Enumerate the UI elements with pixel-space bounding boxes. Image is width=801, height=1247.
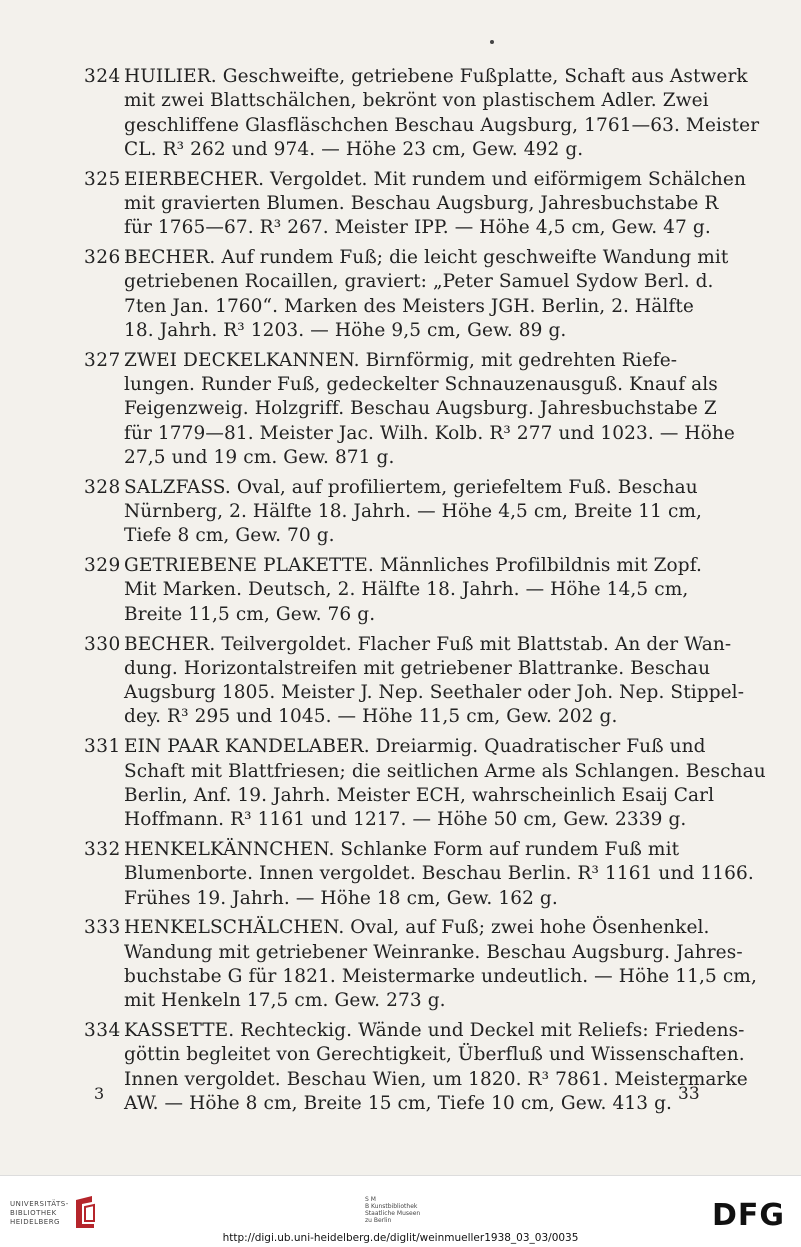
print-dot xyxy=(490,40,494,44)
uni-logo-line: BIBLIOTHEK xyxy=(10,1209,57,1217)
entry-text-line: buchstabe G für 1821. Meistermarke undeutlich. — Höhe 11,5 cm, xyxy=(124,965,757,987)
university-library-logo[interactable] xyxy=(10,1200,69,1227)
kunstbibliothek-line: zu Berlin xyxy=(365,1217,392,1224)
kunstbibliothek-line: S M xyxy=(365,1196,376,1203)
entry-text-line: göttin begleitet von Gerechtigkeit, Überfluß und Wissenschaften. xyxy=(124,1044,745,1066)
entry-text-line: SALZFASS. Oval, auf profiliertem, geriefeltem Fuß. Beschau xyxy=(124,476,698,498)
entry-text-line: mit gravierten Blumen. Beschau Augsburg, Jahresbuchstabe R xyxy=(124,192,719,214)
entry-text-line: BECHER. Teilvergoldet. Flacher Fuß mit Blattstab. An der Wan- xyxy=(124,633,732,655)
entry-text-line: EIERBECHER. Vergoldet. Mit rundem und eiförmigem Schälchen xyxy=(124,168,746,190)
entry-text-line: lungen. Runder Fuß, gedeckelter Schnauzenausguß. Knauf als xyxy=(124,374,718,396)
entry-text-line: mit Henkeln 17,5 cm. Gew. 273 g. xyxy=(124,990,446,1012)
entry-text-line: mit zwei Blattschälchen, bekrönt von plastischem Adler. Zwei xyxy=(124,90,709,112)
entry-text-line: Breite 11,5 cm, Gew. 76 g. xyxy=(124,603,376,625)
entry-text-line: dung. Horizontalstreifen mit getriebener Blattranke. Beschau xyxy=(124,657,711,679)
entry-number: 332 xyxy=(84,839,121,860)
entry-text-line: Schaft mit Blattfriesen; die seitlichen Arme als Schlangen. Beschau xyxy=(124,760,766,782)
entry-number: 324 xyxy=(84,66,121,87)
entry-text-line: Feigenzweig. Holzgriff. Beschau Augsburg. Jahresbuchstabe Z xyxy=(124,398,717,420)
entry-text-line: Wandung mit getriebener Weinranke. Beschau Augsburg. Jahres- xyxy=(124,941,743,963)
entry-number: 327 xyxy=(84,349,121,371)
entry-number: 328 xyxy=(84,476,121,498)
signature-mark: 3 xyxy=(94,1084,105,1103)
entry-text-line: Frühes 19. Jahrh. — Höhe 18 cm, Gew. 162 g. xyxy=(124,887,558,909)
entry-text-line: BECHER. Auf rundem Fuß; die leicht geschweifte Wandung mit xyxy=(124,247,729,269)
viewer-footer-bar xyxy=(0,1175,801,1247)
entry-text-line: für 1765—67. R³ 267. Meister IPP. — Höhe 4,5 cm, Gew. 47 g. xyxy=(124,217,711,239)
entry-number: 334 xyxy=(84,1020,121,1042)
entry-text-line: Berlin, Anf. 19. Jahrh. Meister ECH, wahrscheinlich Esaij Carl xyxy=(124,784,715,806)
entry-text-line: GETRIEBENE PLAKETTE. Männliches Profilbildnis mit Zopf. xyxy=(124,555,702,577)
entry-number: 333 xyxy=(84,917,121,939)
page-url[interactable]: http://digi.ub.uni-heidelberg.de/diglit/weinmueller1938_03_03/0035 xyxy=(222,1232,579,1244)
entry-text-line: ZWEI DECKELKANNEN. Birnförmig, mit gedrehten Riefe- xyxy=(124,349,678,371)
entry-text-line: AW. — Höhe 8 cm, Breite 15 cm, Tiefe 10 cm, Gew. 413 g. xyxy=(124,1092,673,1114)
uni-logo-line: HEIDELBERG xyxy=(10,1218,60,1226)
entry-text-line: HENKELSCHÄLCHEN. Oval, auf Fuß; zwei hohe Ösenhenkel. xyxy=(124,917,710,939)
uni-logo-line: UNIVERSITÄTS- xyxy=(10,1200,69,1208)
university-emblem-icon xyxy=(72,1194,98,1230)
entry-number: 329 xyxy=(84,555,121,577)
entry-number: 326 xyxy=(84,247,121,269)
entry-text-line: KASSETTE. Rechteckig. Wände und Deckel mit Reliefs: Friedens- xyxy=(124,1020,745,1042)
entry-text-line: getriebenen Rocaillen, graviert: „Peter Samuel Sydow Berl. d. xyxy=(124,271,714,293)
entry-text-line: Augsburg 1805. Meister J. Nep. Seethaler oder Joh. Nep. Stippel- xyxy=(124,682,745,704)
page-number: 33 xyxy=(678,1084,700,1104)
entry-text-line: HUILIER. Geschweifte, getriebene Fußplatte, Schaft aus Astwerk xyxy=(124,66,748,87)
entry-text-line: Innen vergoldet. Beschau Wien, um 1820. R³ 7861. Meistermarke xyxy=(124,1068,748,1090)
kunstbibliothek-logo[interactable] xyxy=(365,1196,420,1224)
entry-text-line: geschliffene Glasfläschchen Beschau Augsburg, 1761—63. Meister xyxy=(124,114,760,136)
entry-text-line: Tiefe 8 cm, Gew. 70 g. xyxy=(124,525,335,547)
entry-text-line: 18. Jahrh. R³ 1203. — Höhe 9,5 cm, Gew. 89 g. xyxy=(124,319,567,341)
entry-text-line: Nürnberg, 2. Hälfte 18. Jahrh. — Höhe 4,5 cm, Breite 11 cm, xyxy=(124,501,703,523)
entry-number: 325 xyxy=(84,168,121,190)
entry-text-line: 27,5 und 19 cm. Gew. 871 g. xyxy=(124,446,395,468)
entry-text-line: Hoffmann. R³ 1161 und 1217. — Höhe 50 cm, Gew. 2339 g. xyxy=(124,809,687,831)
entry-number: 330 xyxy=(84,633,121,655)
entry-text-line: EIN PAAR KANDELABER. Dreiarmig. Quadratischer Fuß und xyxy=(124,736,706,758)
entry-number: 331 xyxy=(84,736,121,758)
entry-text-line: HENKELKÄNNCHEN. Schlanke Form auf rundem Fuß mit xyxy=(124,839,680,860)
entry-text-line: CL. R³ 262 und 974. — Höhe 23 cm, Gew. 492 g. xyxy=(124,138,584,160)
kunstbibliothek-line: B Kunstbibliothek xyxy=(365,1203,418,1210)
entry-text-line: 7ten Jan. 1760“. Marken des Meisters JGH. Berlin, 2. Hälfte xyxy=(124,295,694,317)
dfg-logo[interactable]: DFG xyxy=(712,1198,786,1233)
entry-text-line: für 1779—81. Meister Jac. Wilh. Kolb. R³ 277 und 1023. — Höhe xyxy=(124,422,735,444)
entry-text-line: Blumenborte. Innen vergoldet. Beschau Berlin. R³ 1161 und 1166. xyxy=(124,863,754,885)
kunstbibliothek-line: Staatliche Museen xyxy=(365,1210,421,1217)
entry-text-line: dey. R³ 295 und 1045. — Höhe 11,5 cm, Gew. 202 g. xyxy=(124,706,618,728)
entry-text-line: Mit Marken. Deutsch, 2. Hälfte 18. Jahrh. — Höhe 14,5 cm, xyxy=(124,579,689,601)
